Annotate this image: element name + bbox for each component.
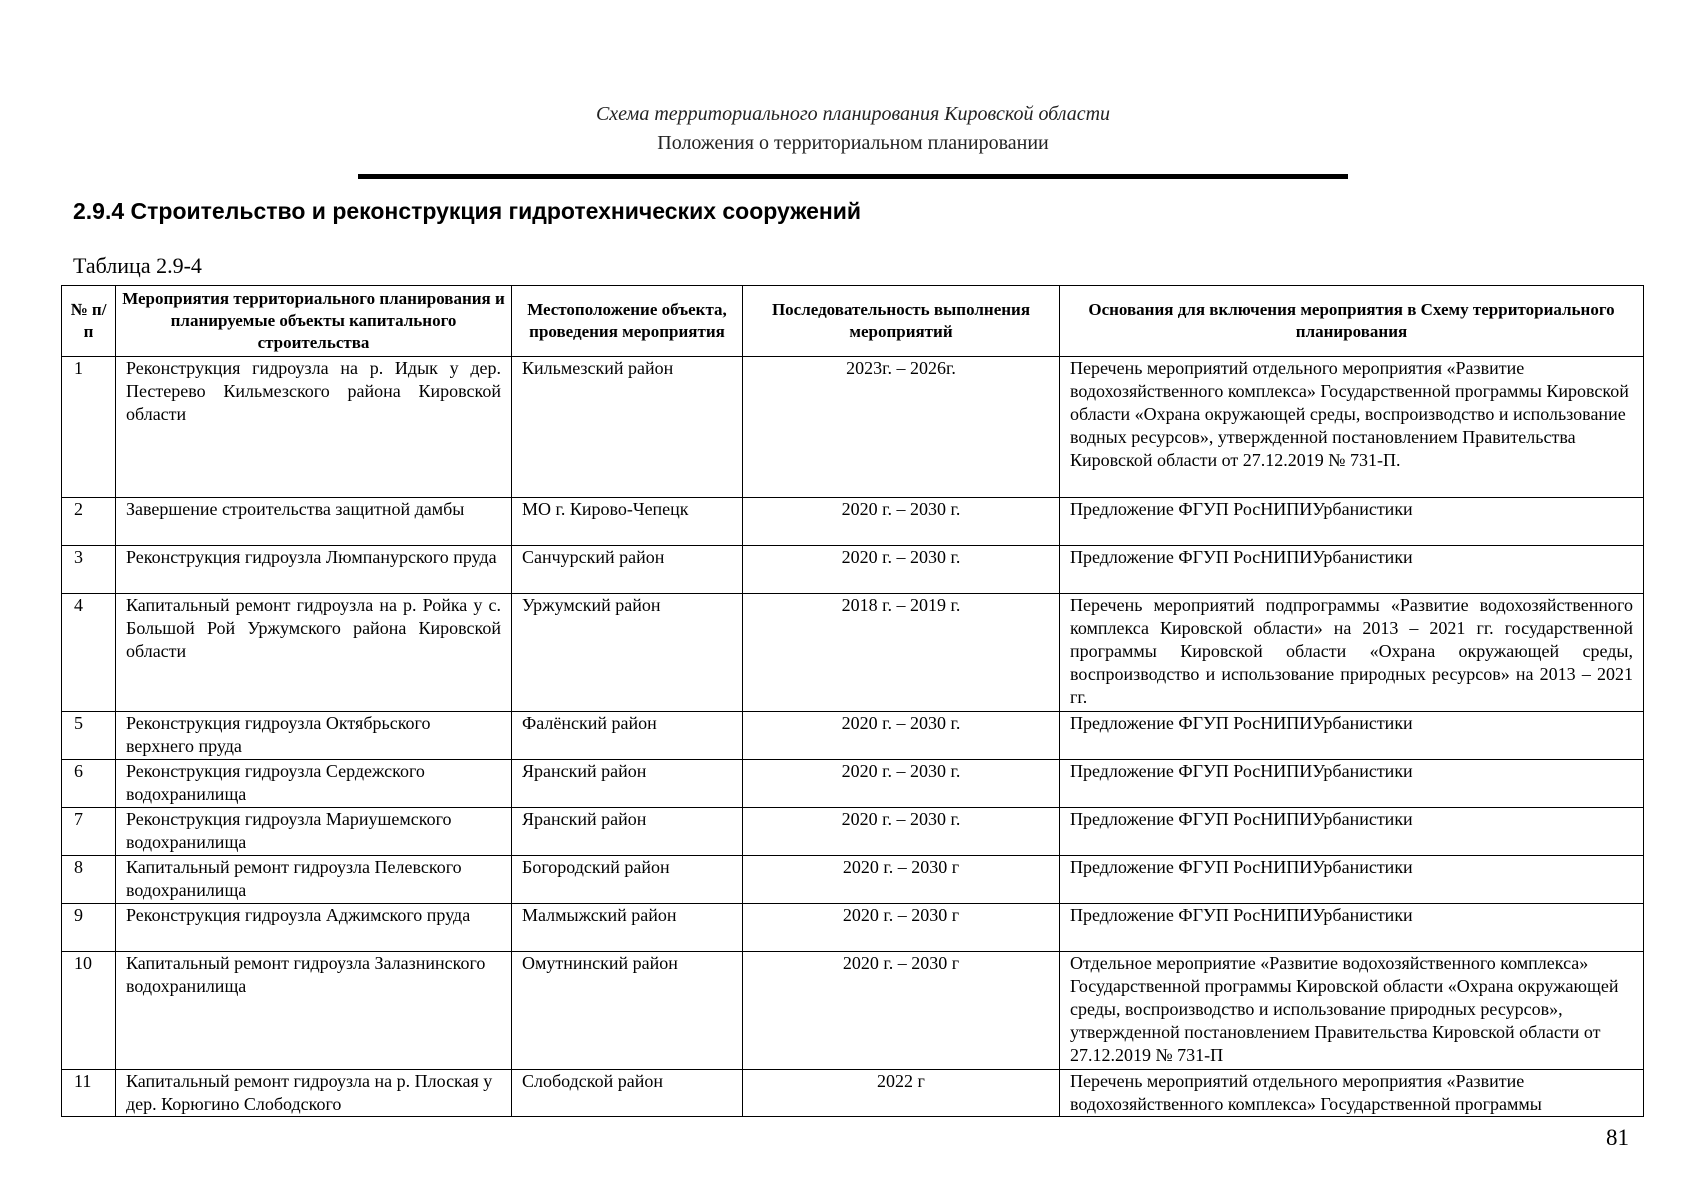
activity-cell: Реконструкция гидроузла Мариушемского водохранилища [116,808,512,856]
column-header-activity: Мероприятия территориального планирования и планируемые объекты капитального строительства [116,286,512,357]
timing-cell: 2020 г. – 2030 г. [743,760,1060,808]
row-number: 3 [62,546,116,594]
column-header-location: Местоположение объекта, проведения мероприятия [512,286,743,357]
activity-cell: Завершение строительства защитной дамбы [116,498,512,546]
location-cell: Слободской район [512,1070,743,1117]
row-number: 4 [62,594,116,712]
row-number: 7 [62,808,116,856]
activity-cell: Капитальный ремонт гидроузла на р. Плоская у дер. Корюгино Слободского [116,1070,512,1117]
running-header [358,101,1348,156]
activity-cell: Реконструкция гидроузла Сердежского водохранилища [116,760,512,808]
table-row [62,856,1644,904]
row-number: 10 [62,952,116,1070]
basis-cell: Предложение ФГУП РосНИПИУрбанистики [1060,760,1644,808]
table-header-row [62,286,1644,357]
section-title: 2.9.4 Строительство и реконструкция гидротехнических сооружений [73,198,862,224]
basis-cell: Предложение ФГУП РосНИПИУрбанистики [1060,808,1644,856]
activity-cell: Реконструкция гидроузла Октябрьского верхнего пруда [116,712,512,760]
column-header-basis: Основания для включения мероприятия в Схему территориального планирования [1060,286,1644,357]
location-cell: Богородский район [512,856,743,904]
basis-cell: Предложение ФГУП РосНИПИУрбанистики [1060,712,1644,760]
basis-cell: Перечень мероприятий подпрограммы «Развитие водохозяйственного комплекса Кировской области» на 2013 – 2021 гг. государственной программы Кировской области «Охрана окружающей среды, воспроизводство и использование природных ресурсов» на 2013 – 2021 гг. [1060,594,1644,712]
basis-cell: Отдельное мероприятие «Развитие водохозяйственного комплекса» Государственной программы Кировской области «Охрана окружающей среды, воспроизводство и использование природных ресурсов», утвержденной постановлением Правительства Кировской области от 27.12.2019 № 731-П [1060,952,1644,1070]
location-cell: МО г. Кирово-Чепецк [512,498,743,546]
timing-cell: 2020 г. – 2030 г [743,904,1060,952]
table-row [62,808,1644,856]
activity-cell: Реконструкция гидроузла Аджимского пруда [116,904,512,952]
location-cell: Фалёнский район [512,712,743,760]
basis-cell: Предложение ФГУП РосНИПИУрбанистики [1060,498,1644,546]
table-row [62,498,1644,546]
timing-cell: 2020 г. – 2030 г. [743,808,1060,856]
timing-cell: 2020 г. – 2030 г. [743,712,1060,760]
table-row [62,357,1644,498]
table-row [62,712,1644,760]
measures-table [61,285,1644,1117]
basis-cell: Предложение ФГУП РосНИПИУрбанистики [1060,856,1644,904]
table-row [62,952,1644,1070]
table-row [62,904,1644,952]
document-subtitle: Положения о территориальном планировании [657,132,1049,154]
column-header-number: № п/п [62,286,116,357]
location-cell: Кильмезский район [512,357,743,498]
table-caption: Таблица 2.9-4 [73,253,202,278]
row-number: 9 [62,904,116,952]
document-title: Схема территориального планирования Кировской области [595,103,1111,125]
row-number: 2 [62,498,116,546]
activity-cell: Реконструкция гидроузла на р. Идык у дер. Пестерево Кильмезского района Кировской области [116,357,512,498]
table-row [62,594,1644,712]
location-cell: Малмыжский район [512,904,743,952]
row-number: 8 [62,856,116,904]
header-divider [358,174,1348,179]
column-header-timing: Последовательность выполнения мероприятий [743,286,1060,357]
timing-cell: 2022 г [743,1070,1060,1117]
timing-cell: 2020 г. – 2030 г [743,856,1060,904]
table-row [62,760,1644,808]
location-cell: Санчурский район [512,546,743,594]
timing-cell: 2023г. – 2026г. [743,357,1060,498]
row-number: 5 [62,712,116,760]
activity-cell: Реконструкция гидроузла Люмпанурского пруда [116,546,512,594]
table-row [62,546,1644,594]
basis-cell: Перечень мероприятий отдельного мероприятия «Развитие водохозяйственного комплекса» Государственной программы Кировской области «Охрана окружающей среды, воспроизводство и использование водных ресурсов», утвержденной постановлением Правительства Кировской области от 27.12.2019 № 731-П. [1060,357,1644,498]
timing-cell: 2020 г. – 2030 г. [743,498,1060,546]
activity-cell: Капитальный ремонт гидроузла на р. Ройка у с. Большой Рой Уржумского района Кировской области [116,594,512,712]
table-row [62,1070,1644,1117]
page-number: 81 [1606,1125,1629,1150]
activity-cell: Капитальный ремонт гидроузла Залазнинского водохранилища [116,952,512,1070]
basis-cell: Перечень мероприятий отдельного мероприятия «Развитие водохозяйственного комплекса» Государственной программы [1060,1070,1644,1117]
basis-cell: Предложение ФГУП РосНИПИУрбанистики [1060,546,1644,594]
location-cell: Яранский район [512,808,743,856]
activity-cell: Капитальный ремонт гидроузла Пелевского водохранилища [116,856,512,904]
row-number: 6 [62,760,116,808]
row-number: 11 [62,1070,116,1117]
timing-cell: 2020 г. – 2030 г. [743,546,1060,594]
timing-cell: 2020 г. – 2030 г [743,952,1060,1070]
location-cell: Омутнинский район [512,952,743,1070]
row-number: 1 [62,357,116,498]
timing-cell: 2018 г. – 2019 г. [743,594,1060,712]
location-cell: Яранский район [512,760,743,808]
basis-cell: Предложение ФГУП РосНИПИУрбанистики [1060,904,1644,952]
location-cell: Уржумский район [512,594,743,712]
